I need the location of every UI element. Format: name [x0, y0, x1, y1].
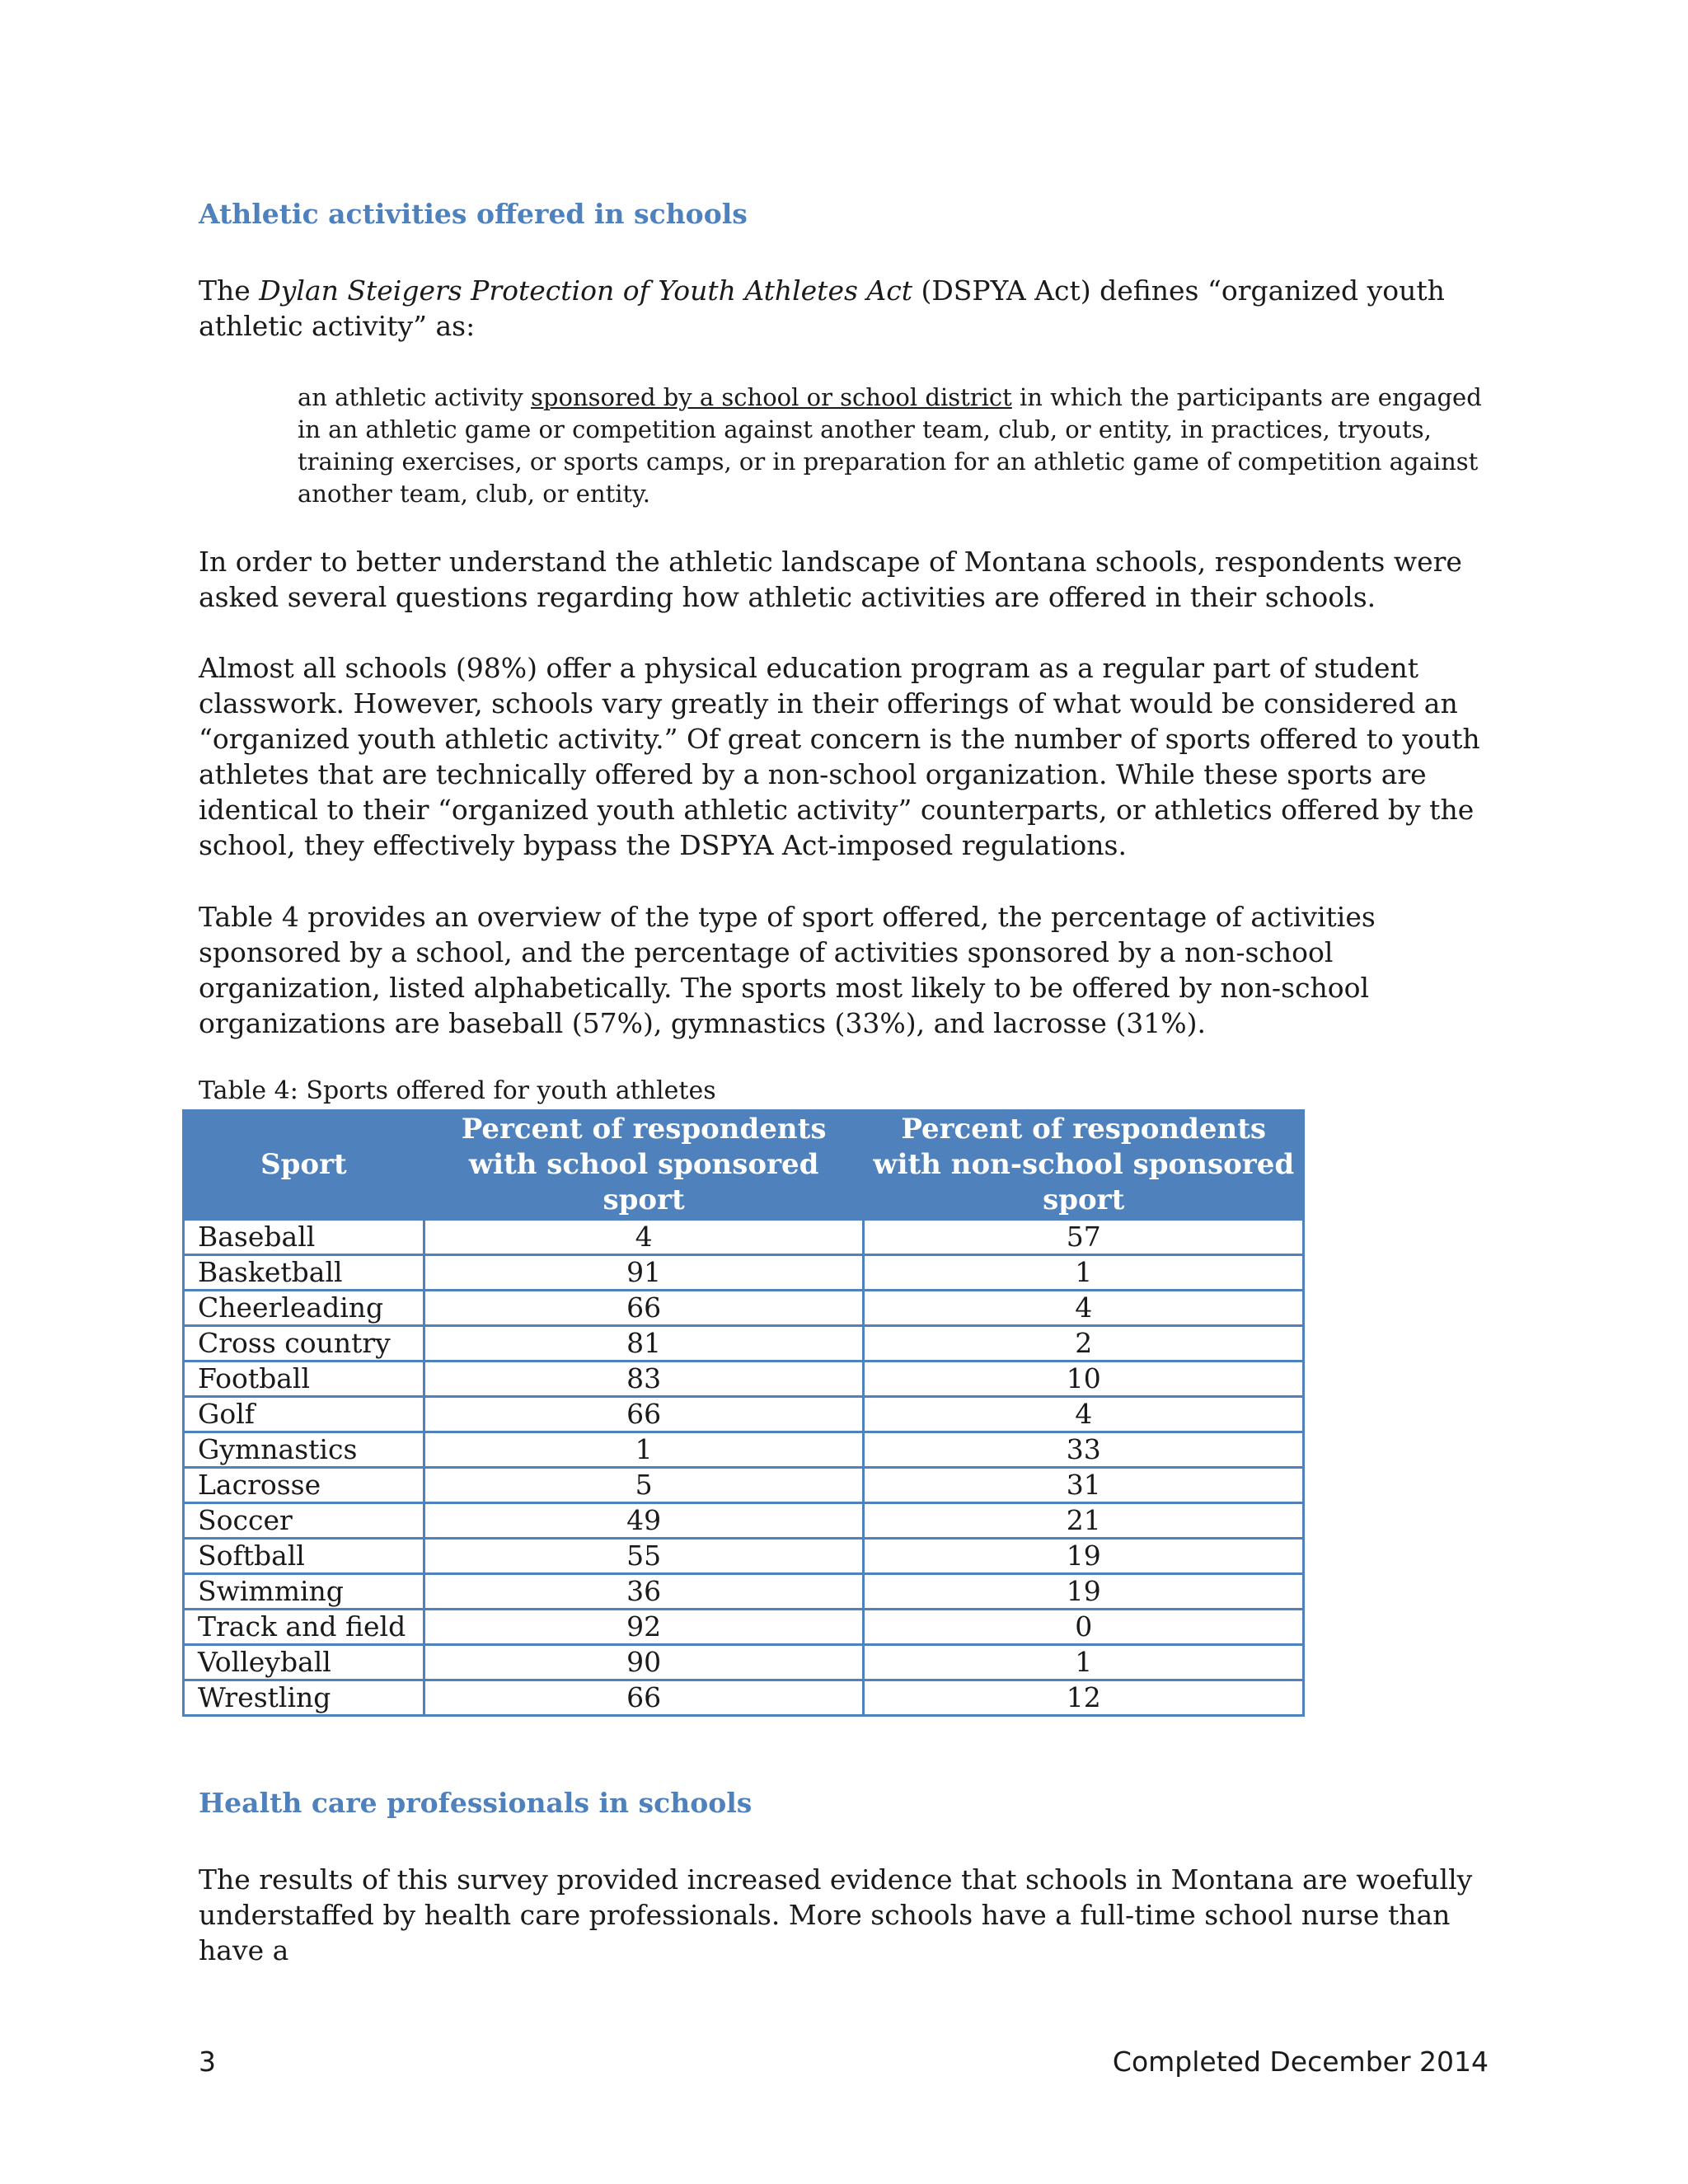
school-sponsored-cell: 92: [424, 1610, 864, 1645]
sport-cell: Track and field: [184, 1610, 424, 1645]
school-sponsored-cell: 81: [424, 1326, 864, 1361]
non-school-sponsored-cell: 0: [864, 1610, 1304, 1645]
section-heading-health-care: Health care professionals in schools: [199, 1787, 753, 1819]
school-sponsored-cell: 83: [424, 1361, 864, 1397]
table-row: [184, 1503, 1304, 1539]
page-number: 3: [199, 2046, 216, 2078]
school-sponsored-cell: 90: [424, 1645, 864, 1680]
table-row: [184, 1291, 1304, 1326]
school-sponsored-cell: 91: [424, 1255, 864, 1291]
sport-cell: Basketball: [184, 1255, 424, 1291]
underlined-phrase: sponsored by a school or school district: [531, 383, 1012, 411]
sport-cell: Wrestling: [184, 1680, 424, 1716]
sport-cell: Golf: [184, 1397, 424, 1432]
non-school-sponsored-cell: 57: [864, 1220, 1304, 1255]
landscape-paragraph: In order to better understand the athletic landscape of Montana schools, respondents were asked several questions regarding how athletic activities are offered in their schools.: [199, 546, 1462, 613]
school-sponsored-cell: 66: [424, 1291, 864, 1326]
act-definition-quote: an athletic activity sponsored by a school or school district in which the participants are engaged in an athletic game or competition against another team, club, or entity, in practices, tryouts, training exercises, or sports camps, or in preparation for an athletic game of competition against another team, club, or entity.: [298, 383, 1482, 508]
sport-cell: Gymnastics: [184, 1432, 424, 1468]
column-header-non-school-sponsored: Percent of respondents with non-school sponsored sport: [864, 1111, 1304, 1220]
school-sponsored-cell: 66: [424, 1680, 864, 1716]
non-school-sponsored-cell: 10: [864, 1361, 1304, 1397]
sports-table: [182, 1109, 1305, 1717]
school-sponsored-cell: 55: [424, 1539, 864, 1574]
table-row: [184, 1361, 1304, 1397]
school-sponsored-cell: 49: [424, 1503, 864, 1539]
school-sponsored-cell: 66: [424, 1397, 864, 1432]
completion-date: Completed December 2014: [1112, 2046, 1489, 2078]
table-caption: Table 4: Sports offered for youth athletes: [199, 1076, 716, 1105]
school-sponsored-cell: 36: [424, 1574, 864, 1610]
table-row: [184, 1397, 1304, 1432]
sport-cell: Soccer: [184, 1503, 424, 1539]
table-row: [184, 1326, 1304, 1361]
sport-cell: Cheerleading: [184, 1291, 424, 1326]
sport-cell: Lacrosse: [184, 1468, 424, 1503]
health-care-paragraph: The results of this survey provided increased evidence that schools in Montana are woefully understaffed by health care professionals. More schools have a full-time school nurse than have a: [199, 1863, 1473, 1966]
intro-paragraph: The Dylan Steigers Protection of Youth Athletes Act (DSPYA Act) defines “organized youth athletic activity” as:: [199, 274, 1445, 342]
table-row: [184, 1432, 1304, 1468]
sport-cell: Volleyball: [184, 1645, 424, 1680]
table-row: [184, 1574, 1304, 1610]
table-body: [184, 1220, 1304, 1716]
non-school-sponsored-cell: 31: [864, 1468, 1304, 1503]
non-school-sponsored-cell: 4: [864, 1397, 1304, 1432]
sport-cell: Cross country: [184, 1326, 424, 1361]
table-row: [184, 1610, 1304, 1645]
table-row: [184, 1539, 1304, 1574]
school-sponsored-cell: 5: [424, 1468, 864, 1503]
sport-cell: Swimming: [184, 1574, 424, 1610]
non-school-sponsored-cell: 12: [864, 1680, 1304, 1716]
section-heading-athletic-activities: Athletic activities offered in schools: [199, 198, 748, 230]
non-school-sponsored-cell: 33: [864, 1432, 1304, 1468]
table-row: [184, 1468, 1304, 1503]
column-header-school-sponsored: Percent of respondents with school sponsored sport: [424, 1111, 864, 1220]
table-row: [184, 1255, 1304, 1291]
non-school-sponsored-cell: 19: [864, 1574, 1304, 1610]
non-school-sponsored-cell: 19: [864, 1539, 1304, 1574]
act-name: Dylan Steigers Protection of Youth Athletes Act: [259, 274, 912, 307]
non-school-sponsored-cell: 21: [864, 1503, 1304, 1539]
sport-cell: Baseball: [184, 1220, 424, 1255]
table-row: [184, 1680, 1304, 1716]
table-overview-paragraph: Table 4 provides an overview of the type of sport offered, the percentage of activities sponsored by a school, and the percentage of activities sponsored by a non-school organization, listed alphabetically. The sports most likely to be offered by non-school organizations are baseball (57%), gymnastics (33%), and lacrosse (31%).: [199, 901, 1376, 1039]
sport-cell: Football: [184, 1361, 424, 1397]
school-sponsored-cell: 4: [424, 1220, 864, 1255]
table-row: [184, 1220, 1304, 1255]
physical-education-paragraph: Almost all schools (98%) offer a physical education program as a regular part of student classwork. However, schools vary greatly in their offerings of what would be considered an “organized youth athletic activity.” Of great concern is the number of sports offered to youth athletes that are technically offered by a non-school organization. While these sports are identical to their “organized youth athletic activity” counterparts, or athletics offered by the school, they effectively bypass the DSPYA Act-imposed regulations.: [199, 652, 1480, 861]
column-header-sport: Sport: [184, 1111, 424, 1220]
sport-cell: Softball: [184, 1539, 424, 1574]
non-school-sponsored-cell: 1: [864, 1645, 1304, 1680]
non-school-sponsored-cell: 1: [864, 1255, 1304, 1291]
school-sponsored-cell: 1: [424, 1432, 864, 1468]
non-school-sponsored-cell: 2: [864, 1326, 1304, 1361]
table-row: [184, 1645, 1304, 1680]
non-school-sponsored-cell: 4: [864, 1291, 1304, 1326]
table-header-row: [184, 1111, 1304, 1220]
